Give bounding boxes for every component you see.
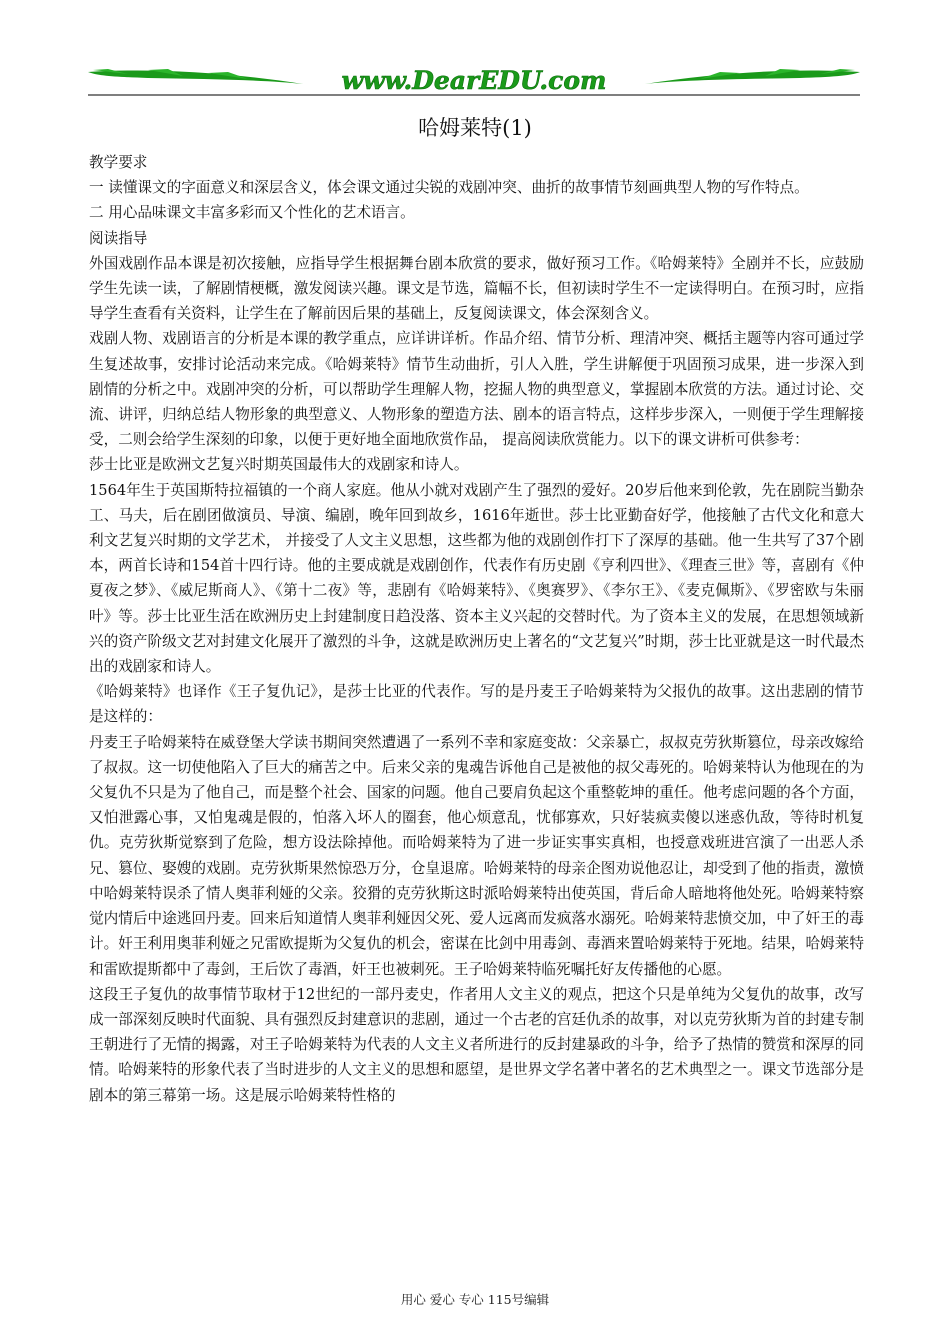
requirement-1: 一 读懂课文的字面意义和深层含义，体会课文通过尖锐的戏剧冲突、曲折的故事情节刻画典型人物的写作特点。 <box>89 179 809 197</box>
document-title: 哈姆莱特(1) <box>418 116 532 140</box>
document-body <box>89 150 864 1108</box>
paragraph-shakespeare-bio: 1564年生于英国斯特拉福镇的一个商人家庭。他从小就对戏剧产生了强烈的爱好。20岁后他来到伦敦，先在剧院当勤杂工、马夫，后在剧团做演员、导演、编剧，晚年回到故乡，1616年逝世。莎士比亚勤奋好学，他接触了古代文化和意大利文艺复兴时期的文学艺术， 并接受了人文主义思想，这些都为他的戏剧创作打下了深厚的基础。他一生共写了37个剧本，两首长诗和154首十四行诗。他的主要成就是戏剧创作，代表作有历史剧《亨利四世》、《理查三世》等，喜剧有《仲夏夜之梦》、《威尼斯商人》、《第十二夜》等，悲剧有《哈姆莱特》、《奥赛罗》、《李尔王》、《麦克佩斯》、《罗密欧与朱丽叶》等。莎士比亚生活在欧洲历史上封建制度日趋没落、资本主义兴起的交替时代。为了资本主义的发展，在思想领域新兴的资产阶级文艺对封建文化展开了激烈的斗争，这就是欧洲历史上著名的“文艺复兴”时期，莎士比亚就是这一时代最杰出的戏剧家和诗人。 <box>89 481 864 676</box>
paragraph-analysis: 戏剧人物、戏剧语言的分析是本课的教学重点，应详讲详析。作品介绍、情节分析、理清冲突、概括主题等内容可通过学生复述故事，安排讨论活动来完成。《哈姆莱特》情节生动曲折，引人入胜，学生讲解便于巩固预习成果，进一步深入到剧情的分析之中。戏剧冲突的分析，可以帮助学生理解人物，挖掘人物的典型意义，掌握剧本欣赏的方法。通过讨论、交流、讲评，归纳总结人物形象的典型意义、人物形象的塑造方法、剧本的语言特点，这样步步深入，一则便于学生理解接受，二则会给学生深刻的印象，以便于更好地全面地欣赏作品， 提高阅读欣赏能力。以下的课文讲析可供参考： <box>89 330 864 449</box>
paragraph-preview: 外国戏剧作品本课是初次接触，应指导学生根据舞台剧本欣赏的要求，做好预习工作。《哈姆莱特》全剧并不长，应鼓励学生先读一读，了解剧情梗概，激发阅读兴趣。课文是节选，篇幅不长，但初读时学生不一定读得明白。在预习时，应指导学生查看有关资料，让学生在了解前因后果的基础上，反复阅读课文，体会深刻含义。 <box>89 254 864 323</box>
paragraph-shakespeare-intro: 莎士比亚是欧洲文艺复兴时期英国最伟大的戏剧家和诗人。 <box>89 456 469 474</box>
section-heading-requirements: 教学要求 <box>89 154 148 171</box>
paragraph-hamlet-intro: 《哈姆莱特》也译作《王子复仇记》，是莎士比亚的代表作。写的是丹麦王子哈姆莱特为父报仇的故事。这出悲剧的情节是这样的： <box>89 683 864 726</box>
page-footer: 用心 爱心 专心 115号编辑 <box>400 1292 550 1307</box>
paragraph-theme: 这段王子复仇的故事情节取材于12世纪的一部丹麦史，作者用人文主义的观点，把这个只是单纯为父复仇的故事，改写成一部深刻反映时代面貌、具有强烈反封建意识的悲剧，通过一个古老的宫廷仇杀的故事，对以克劳狄斯为首的封建专制王朝进行了无情的揭露，对王子哈姆莱特为代表的人文主义者所进行的反封建暴政的斗争，给予了热情的赞赏和深厚的同情。哈姆莱特的形象代表了当时进步的人文主义的思想和愿望，是世界文学名著中著名的艺术典型之一。课文节选部分是剧本的第三幕第一场。这是展示哈姆莱特性格的 <box>89 985 864 1104</box>
site-logo <box>88 58 860 98</box>
section-heading-reading-guide: 阅读指导 <box>89 229 148 247</box>
site-logo-text: www.DearEDU.com <box>341 66 607 95</box>
requirement-2: 二 用心品味课文丰富多彩而又个性化的艺术语言。 <box>89 204 415 222</box>
paragraph-plot: 丹麦王子哈姆莱特在威登堡大学读书期间突然遭遇了一系列不幸和家庭变故：父亲暴亡，叔叔克劳狄斯篡位，母亲改嫁给了叔叔。这一切使他陷入了巨大的痛苦之中。后来父亲的鬼魂告诉他自己是被他的叔父毒死的。哈姆莱特认为他现在的为父复仇不只是为了他自己，而是整个社会、国家的问题。他自己要肩负起这个重整乾坤的重任。他考虑问题的各个方面，又怕泄露心事，又怕鬼魂是假的，怕落入坏人的圈套，他心烦意乱，忧郁寡欢，只好装疯卖傻以迷惑仇敌，等待时机复仇。克劳狄斯觉察到了危险，想方设法除掉他。而哈姆莱特为了进一步证实事实真相，也授意戏班进宫演了一出恶人杀兄、篡位、娶嫂的戏剧。克劳狄斯果然惊恐万分，仓皇退席。哈姆莱特的母亲企图劝说他忍让，却受到了他的指责，激愤中哈姆莱特误杀了情人奥菲利娅的父亲。狡猾的克劳狄斯这时派哈姆莱特出使英国，背后命人暗地将他处死。哈姆莱特察觉内情后中途逃回丹麦。回来后知道情人奥菲利娅因父死、爱人远离而发疯落水溺死。哈姆莱特悲愤交加，中了奸王的毒计。奸王利用奥菲利娅之兄雷欧提斯为父复仇的机会，密谋在比剑中用毒剑、毒酒来置哈姆莱特于死地。结果，哈姆莱特和雷欧提斯都中了毒剑，王后饮了毒酒，奸王也被刺死。王子哈姆莱特临死嘱托好友传播他的心愿。 <box>89 733 864 978</box>
site-header-banner <box>88 58 860 98</box>
